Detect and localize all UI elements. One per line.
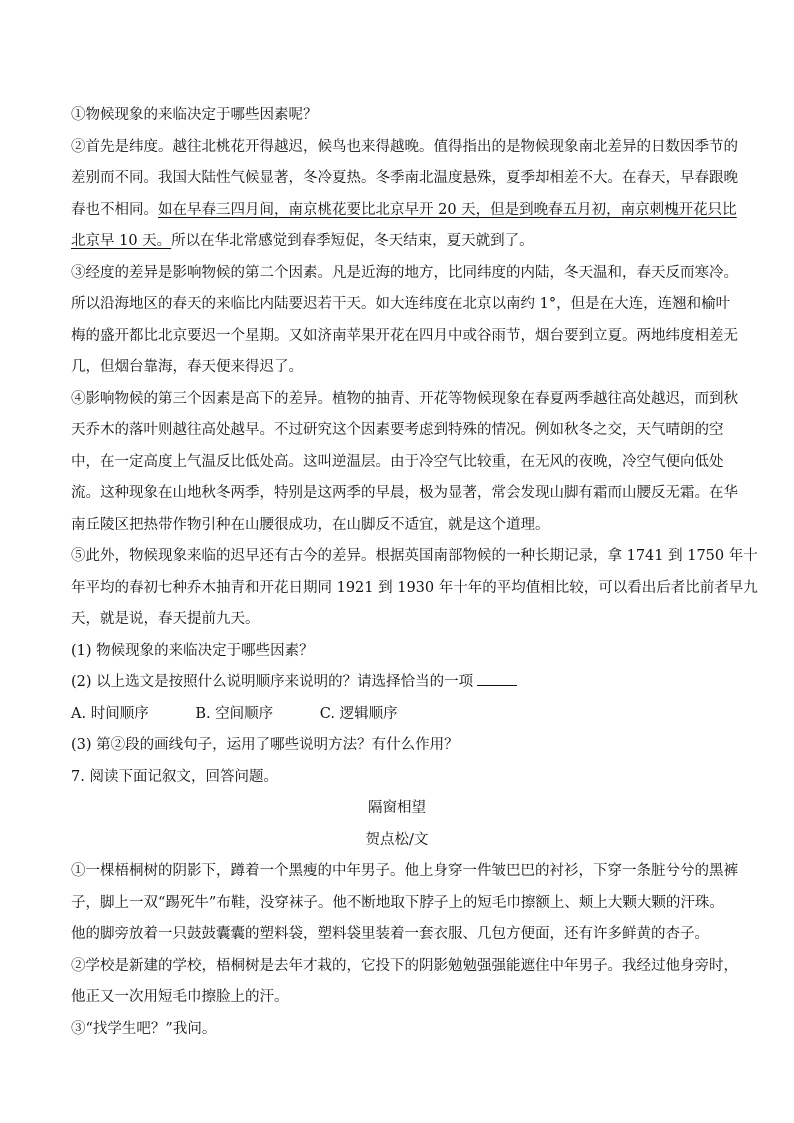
paragraph-line: 中，在一定高度上气温反比低处高。这叫逆温层。由于冷空气比较重，在无风的夜晚，冷空气便向低处 xyxy=(71,453,724,470)
story-title: 隔窗相望 xyxy=(368,800,426,816)
paragraph-line: ①物候现象的来临决定于哪些因素呢？ xyxy=(71,107,318,123)
answer-blank[interactable] xyxy=(477,671,517,686)
story-line: 他的脚旁放着一只鼓鼓囊囊的塑料袋，塑料袋里装着一套衣服、几包方便面，还有许多鲜黄的杏子。 xyxy=(71,926,709,942)
paragraph-line: 天乔木的落叶则越往高处越早。不过研究这个因素要考虑到特殊的情况。例如秋冬之交，天气晴朗的空 xyxy=(71,422,724,438)
options-row xyxy=(71,699,723,731)
question-2 xyxy=(71,667,723,699)
paragraph-line: ②首先是纬度。越往北桃花开得越迟，候鸟也来得越晚。值得指出的是物候现象南北差异的日数因季节的 xyxy=(71,138,738,155)
paragraph-line: 梅的盛开都比北京要迟一个星期。又如济南苹果开花在四月中或谷雨节，烟台要到立夏。两地纬度相差无 xyxy=(71,327,738,344)
underlined-sentence: 如在早春三四月间，南京桃花要比北京早开 20 天，但是到晚春五月初，南京刺槐开花只比 xyxy=(158,201,737,218)
text-span: 春也不相同。 xyxy=(71,201,158,218)
story-line: ②学校是新建的学校，梧桐树是去年才栽的，它投下的阴影勉勉强强能遮住中年男子。我经过他身旁时， xyxy=(71,957,738,974)
paragraph-line: ⑤此外，物候现象来临的迟早还有古今的差异。根据英国南部物候的一种长期记录，拿 1741 到 1750 年十 xyxy=(71,548,758,564)
paragraph-line: 流。这种现象在山地秋冬两季，特别是这两季的早晨，极为显著，常会发现山脚有霜而山腰反无霜。在华 xyxy=(71,485,738,501)
question-3: (3) 第②段的画线句子，运用了哪些说明方法？有什么作用？ xyxy=(71,737,459,753)
question-2-text: (2) 以上选文是按照什么说明顺序来说明的？请选择恰当的一项 xyxy=(71,674,474,690)
story-line: ③“找学生吧？”我问。 xyxy=(71,1020,217,1037)
story-line: 子，脚上一双“踢死牛”布鞋，没穿袜子。他不断地取下脖子上的短毛巾擦额上、颊上大颗大颗的汗珠。 xyxy=(71,894,724,911)
document-page xyxy=(71,100,758,1045)
question-1: (1) 物候现象的来临决定于哪些因素？ xyxy=(71,642,314,659)
option-a: A. 时间顺序 xyxy=(71,705,149,722)
option-b: B. 空间顺序 xyxy=(195,705,274,722)
story-line: 他正又一次用短毛巾擦脸上的汗。 xyxy=(71,989,289,1005)
question-7: 7. 阅读下面记叙文，回答问题。 xyxy=(71,768,278,785)
paragraph-line: 所以沿海地区的春天的来临比内陆要迟若干天。如大连纬度在北京以南约 1°，但是在大连，连翘和榆叶 xyxy=(71,296,731,312)
paragraph-line: 年平均的春初七种乔木抽青和开花日期同 1921 到 1930 年十年的平均值相比较，可以看出后者比前者早九 xyxy=(71,579,758,596)
paragraph-line xyxy=(71,226,723,258)
paragraph-line xyxy=(71,195,737,227)
option-c: C. 逻辑顺序 xyxy=(319,705,398,722)
story-line: ①一棵梧桐树的阴影下，蹲着一个黑瘦的中年男子。他上身穿一件皱巴巴的衬衫，下穿一条脏兮兮的黑裤 xyxy=(71,863,738,879)
paragraph-line: 天，就是说，春天提前九天。 xyxy=(71,611,260,627)
underlined-sentence: 北京早 10 天。 xyxy=(71,233,172,249)
text-span: 所以在华北常感觉到春季短促，冬天结束，夏天就到了。 xyxy=(171,233,534,249)
paragraph-line: ④影响物候的第三个因素是高下的差异。植物的抽青、开花等物候现象在春夏两季越往高处越迟，而到秋 xyxy=(71,390,738,407)
story-author: 贺点松/文 xyxy=(365,831,429,848)
paragraph-line: 差别而不同。我国大陆性气候显著，冬冷夏热。冬季南北温度悬殊，夏季却相差不大。在春天，早春跟晚 xyxy=(71,170,738,186)
paragraph-line: ③经度的差异是影响物候的第二个因素。凡是近海的地方，比同纬度的内陆，冬天温和，春天反而寒冷。 xyxy=(71,264,738,281)
paragraph-line: 南丘陵区把热带作物引种在山腰很成功，在山脚反不适宜，就是这个道理。 xyxy=(71,516,550,533)
paragraph-line: 几，但烟台靠海，春天便来得迟了。 xyxy=(71,359,303,375)
